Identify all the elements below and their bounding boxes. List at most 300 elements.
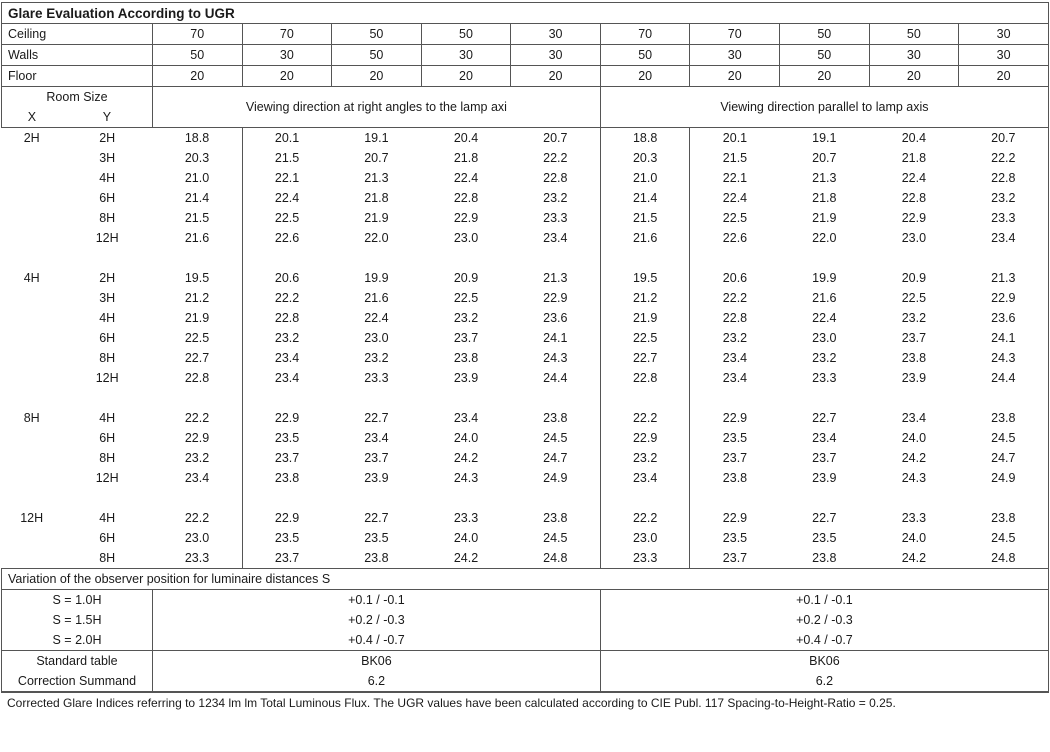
ugr-value: 23.4	[959, 228, 1049, 248]
ugr-value: 22.7	[600, 348, 690, 368]
ugr-value: 20.7	[959, 128, 1049, 149]
room-y-label: 4H	[62, 508, 153, 528]
ugr-value: 22.8	[600, 368, 690, 388]
ugr-value: 21.3	[959, 268, 1049, 288]
ugr-value: 23.2	[332, 348, 422, 368]
floor-value: 20	[780, 66, 870, 87]
room-x-label	[2, 368, 62, 388]
ugr-value: 22.6	[242, 228, 332, 248]
ugr-value: 19.9	[780, 268, 870, 288]
room-x-label	[2, 468, 62, 488]
ugr-value: 24.0	[869, 528, 959, 548]
ugr-value: 22.5	[152, 328, 242, 348]
ugr-value: 22.5	[600, 328, 690, 348]
ugr-value: 23.8	[959, 408, 1049, 428]
ugr-value: 20.9	[869, 268, 959, 288]
ugr-value: 24.3	[421, 468, 511, 488]
reflectance-row-walls	[2, 45, 1049, 66]
ceiling-value: 50	[332, 24, 422, 45]
ugr-value: 22.7	[152, 348, 242, 368]
ugr-value: 21.8	[869, 148, 959, 168]
ugr-value: 19.5	[600, 268, 690, 288]
ugr-value: 24.5	[511, 528, 601, 548]
ugr-value: 24.9	[959, 468, 1049, 488]
ugr-value: 24.8	[511, 548, 601, 569]
ugr-value: 23.5	[690, 528, 780, 548]
ugr-value: 21.4	[152, 188, 242, 208]
table-row	[2, 508, 1049, 528]
group-spacer	[2, 488, 1049, 508]
ugr-value: 22.4	[869, 168, 959, 188]
table-row	[2, 468, 1049, 488]
floor-value: 20	[421, 66, 511, 87]
ceiling-value: 50	[421, 24, 511, 45]
correction-summand-row	[2, 671, 1049, 692]
ugr-value: 24.1	[511, 328, 601, 348]
ceiling-value: 70	[242, 24, 332, 45]
ceiling-value: 70	[600, 24, 690, 45]
room-x-label	[2, 548, 62, 569]
ugr-value: 22.0	[332, 228, 422, 248]
ugr-value: 23.4	[690, 348, 780, 368]
ugr-value: 23.3	[421, 508, 511, 528]
correction-summand-perp-value: 6.2	[152, 671, 600, 692]
ugr-value: 23.8	[421, 348, 511, 368]
floor-value: 20	[242, 66, 332, 87]
ugr-value: 22.5	[690, 208, 780, 228]
ugr-value: 23.3	[511, 208, 601, 228]
room-y-label: 2H	[62, 128, 153, 149]
ugr-value: 24.2	[421, 448, 511, 468]
walls-value: 50	[332, 45, 422, 66]
ugr-value: 23.2	[690, 328, 780, 348]
ugr-value: 21.9	[780, 208, 870, 228]
ugr-value: 22.9	[242, 508, 332, 528]
ugr-value: 20.4	[869, 128, 959, 149]
room-size-header: Room Size	[2, 87, 153, 108]
ugr-report-page	[0, 2, 1050, 752]
ugr-value: 22.9	[152, 428, 242, 448]
standard-table-perp-value: BK06	[152, 651, 600, 672]
ugr-value: 21.6	[332, 288, 422, 308]
ugr-value: 23.2	[421, 308, 511, 328]
group-spacer	[2, 248, 1049, 268]
ugr-value: 22.8	[869, 188, 959, 208]
room-x-label: 12H	[2, 508, 62, 528]
ugr-value: 24.3	[959, 348, 1049, 368]
ugr-value: 23.8	[690, 468, 780, 488]
group-spacer	[2, 388, 1049, 408]
ugr-value: 22.9	[511, 288, 601, 308]
ugr-value: 24.5	[959, 428, 1049, 448]
room-size-y-header: Y	[62, 107, 153, 128]
ugr-value: 21.9	[332, 208, 422, 228]
floor-value: 20	[690, 66, 780, 87]
ugr-value: 24.9	[511, 468, 601, 488]
table-row	[2, 348, 1049, 368]
room-x-label	[2, 168, 62, 188]
ugr-value: 24.0	[421, 428, 511, 448]
ugr-value: 21.3	[511, 268, 601, 288]
ugr-value: 23.2	[152, 448, 242, 468]
ugr-value: 20.3	[152, 148, 242, 168]
walls-value: 30	[511, 45, 601, 66]
direction-header-perpendicular: Viewing direction at right angles to the lamp axi	[152, 87, 600, 128]
table-row	[2, 528, 1049, 548]
ugr-value: 22.8	[421, 188, 511, 208]
ugr-value: 23.7	[332, 448, 422, 468]
variation-perp-value: +0.4 / -0.7	[152, 630, 600, 651]
ugr-value: 22.2	[600, 508, 690, 528]
table-row	[2, 268, 1049, 288]
ugr-value: 18.8	[152, 128, 242, 149]
ugr-value: 22.6	[690, 228, 780, 248]
ugr-value: 22.1	[690, 168, 780, 188]
room-x-label	[2, 188, 62, 208]
ugr-value: 19.9	[332, 268, 422, 288]
ugr-value: 22.2	[959, 148, 1049, 168]
room-y-label: 2H	[62, 268, 153, 288]
table-row	[2, 408, 1049, 428]
ugr-value: 19.5	[152, 268, 242, 288]
standard-table-par-value: BK06	[600, 651, 1048, 672]
ugr-value: 21.8	[780, 188, 870, 208]
ugr-value: 21.3	[780, 168, 870, 188]
room-y-label: 8H	[62, 348, 153, 368]
ugr-value: 22.4	[690, 188, 780, 208]
ugr-value: 21.0	[600, 168, 690, 188]
floor-value: 20	[332, 66, 422, 87]
variation-row	[2, 610, 1049, 630]
ugr-value: 23.2	[780, 348, 870, 368]
variation-label: S = 1.5H	[2, 610, 153, 630]
ugr-value: 23.8	[332, 548, 422, 569]
ugr-value: 21.2	[600, 288, 690, 308]
ugr-value: 22.5	[421, 288, 511, 308]
ugr-value: 24.8	[959, 548, 1049, 569]
room-y-label: 4H	[62, 308, 153, 328]
room-y-label: 6H	[62, 328, 153, 348]
table-row	[2, 548, 1049, 569]
ugr-value: 23.9	[780, 468, 870, 488]
ugr-value: 20.7	[780, 148, 870, 168]
ugr-value: 23.8	[780, 548, 870, 569]
room-y-label: 6H	[62, 188, 153, 208]
ugr-value: 23.4	[242, 348, 332, 368]
ugr-value: 23.0	[332, 328, 422, 348]
ugr-value: 21.5	[600, 208, 690, 228]
ugr-value: 22.7	[780, 508, 870, 528]
ugr-value: 23.2	[242, 328, 332, 348]
variation-header: Variation of the observer position for luminaire distances S	[2, 569, 1049, 590]
ugr-value: 21.6	[152, 228, 242, 248]
ugr-value: 23.2	[959, 188, 1049, 208]
ugr-value: 22.9	[690, 408, 780, 428]
table-row	[2, 228, 1049, 248]
ugr-value: 21.6	[600, 228, 690, 248]
room-x-label	[2, 328, 62, 348]
ugr-value: 23.3	[152, 548, 242, 569]
room-x-label	[2, 228, 62, 248]
ugr-value: 23.9	[869, 368, 959, 388]
room-x-label	[2, 208, 62, 228]
ugr-value: 21.5	[690, 148, 780, 168]
floor-value: 20	[959, 66, 1049, 87]
ugr-value: 21.6	[780, 288, 870, 308]
ugr-value: 20.1	[690, 128, 780, 149]
room-x-label: 8H	[2, 408, 62, 428]
table-row	[2, 128, 1049, 149]
ugr-value: 21.9	[152, 308, 242, 328]
variation-par-value: +0.4 / -0.7	[600, 630, 1048, 651]
ugr-value: 22.7	[780, 408, 870, 428]
reflectance-label-floor: Floor	[2, 66, 153, 87]
walls-value: 30	[959, 45, 1049, 66]
room-y-label: 8H	[62, 448, 153, 468]
ugr-value: 22.7	[332, 408, 422, 428]
room-x-label	[2, 428, 62, 448]
ugr-value: 20.3	[600, 148, 690, 168]
ugr-value: 20.6	[690, 268, 780, 288]
ugr-value: 23.7	[242, 448, 332, 468]
room-y-label: 12H	[62, 228, 153, 248]
ugr-value: 23.8	[959, 508, 1049, 528]
ugr-value: 24.1	[959, 328, 1049, 348]
ugr-value: 22.2	[690, 288, 780, 308]
ugr-value: 22.4	[421, 168, 511, 188]
floor-value: 20	[152, 66, 242, 87]
room-y-label: 6H	[62, 528, 153, 548]
floor-value: 20	[511, 66, 601, 87]
room-x-label	[2, 308, 62, 328]
ugr-value: 22.2	[152, 408, 242, 428]
room-x-label	[2, 528, 62, 548]
ugr-value: 23.6	[511, 308, 601, 328]
correction-summand-par-value: 6.2	[600, 671, 1048, 692]
ugr-value: 21.0	[152, 168, 242, 188]
ceiling-value: 70	[690, 24, 780, 45]
ugr-value: 23.4	[242, 368, 332, 388]
ugr-value: 21.2	[152, 288, 242, 308]
ugr-value: 20.6	[242, 268, 332, 288]
ugr-value: 19.1	[332, 128, 422, 149]
ugr-value: 24.7	[959, 448, 1049, 468]
variation-row	[2, 630, 1049, 651]
ugr-value: 23.2	[511, 188, 601, 208]
room-y-label: 8H	[62, 208, 153, 228]
ugr-value: 23.4	[869, 408, 959, 428]
ceiling-value: 50	[869, 24, 959, 45]
walls-value: 30	[242, 45, 332, 66]
room-y-label: 6H	[62, 428, 153, 448]
ugr-table	[1, 2, 1049, 692]
variation-label: S = 1.0H	[2, 590, 153, 611]
ugr-value: 22.9	[959, 288, 1049, 308]
room-x-label	[2, 348, 62, 368]
room-y-label: 12H	[62, 368, 153, 388]
ugr-value: 23.5	[242, 528, 332, 548]
ugr-value: 21.8	[332, 188, 422, 208]
ugr-value: 22.9	[421, 208, 511, 228]
ugr-value: 24.4	[959, 368, 1049, 388]
correction-summand-label: Correction Summand	[2, 671, 153, 692]
table-row	[2, 188, 1049, 208]
room-y-label: 12H	[62, 468, 153, 488]
ugr-value: 23.7	[780, 448, 870, 468]
ugr-value: 23.4	[780, 428, 870, 448]
table-row	[2, 448, 1049, 468]
ugr-value: 22.4	[780, 308, 870, 328]
room-size-x-header: X	[2, 107, 62, 128]
table-row	[2, 168, 1049, 188]
variation-perp-value: +0.1 / -0.1	[152, 590, 600, 611]
ugr-value: 20.4	[421, 128, 511, 149]
title-row	[2, 3, 1049, 24]
variation-label: S = 2.0H	[2, 630, 153, 651]
ugr-value: 23.3	[869, 508, 959, 528]
ugr-value: 23.8	[511, 408, 601, 428]
ugr-value: 22.8	[959, 168, 1049, 188]
standard-table-row	[2, 651, 1049, 672]
ugr-value: 23.4	[690, 368, 780, 388]
ugr-value: 23.3	[780, 368, 870, 388]
ugr-value: 24.5	[959, 528, 1049, 548]
ugr-value: 24.0	[869, 428, 959, 448]
ugr-value: 23.5	[242, 428, 332, 448]
ugr-value: 22.1	[242, 168, 332, 188]
ugr-value: 24.2	[869, 548, 959, 569]
ugr-value: 22.4	[332, 308, 422, 328]
ugr-value: 23.2	[600, 448, 690, 468]
room-y-label: 3H	[62, 288, 153, 308]
ugr-value: 20.7	[332, 148, 422, 168]
reflectance-row-floor	[2, 66, 1049, 87]
ugr-value: 23.5	[332, 528, 422, 548]
walls-value: 30	[690, 45, 780, 66]
ugr-value: 24.7	[511, 448, 601, 468]
ugr-value: 22.4	[242, 188, 332, 208]
table-row	[2, 328, 1049, 348]
ugr-value: 22.7	[332, 508, 422, 528]
ugr-value: 22.2	[600, 408, 690, 428]
ugr-value: 20.9	[421, 268, 511, 288]
ugr-value: 23.5	[690, 428, 780, 448]
table-row	[2, 148, 1049, 168]
ugr-value: 23.5	[780, 528, 870, 548]
ugr-value: 22.9	[869, 208, 959, 228]
ugr-value: 18.8	[600, 128, 690, 149]
footer-note: Corrected Glare Indices referring to 1234 lm lm Total Luminous Flux. The UGR values have been calculated according to CIE Publ. 117 Spacing-to-Height-Ratio = 0.25.	[1, 692, 1049, 710]
ugr-value: 22.8	[511, 168, 601, 188]
ugr-value: 24.3	[869, 468, 959, 488]
ugr-value: 24.2	[421, 548, 511, 569]
ugr-value: 21.8	[421, 148, 511, 168]
ugr-value: 23.3	[959, 208, 1049, 228]
ceiling-value: 50	[780, 24, 870, 45]
ugr-value: 23.7	[869, 328, 959, 348]
reflectance-label-ceiling: Ceiling	[2, 24, 153, 45]
variation-row	[2, 590, 1049, 611]
ugr-value: 23.9	[332, 468, 422, 488]
ugr-value: 21.3	[332, 168, 422, 188]
ugr-value: 24.3	[511, 348, 601, 368]
room-x-label	[2, 448, 62, 468]
room-y-label: 3H	[62, 148, 153, 168]
ugr-value: 23.2	[869, 308, 959, 328]
ugr-value: 23.3	[600, 548, 690, 569]
ugr-value: 20.1	[242, 128, 332, 149]
ugr-value: 24.4	[511, 368, 601, 388]
ugr-value: 22.2	[242, 288, 332, 308]
ugr-value: 23.4	[332, 428, 422, 448]
ugr-value: 23.4	[421, 408, 511, 428]
variation-perp-value: +0.2 / -0.3	[152, 610, 600, 630]
reflectance-row-ceiling	[2, 24, 1049, 45]
walls-value: 30	[869, 45, 959, 66]
walls-value: 50	[152, 45, 242, 66]
ugr-value: 23.3	[332, 368, 422, 388]
ugr-value: 23.4	[511, 228, 601, 248]
ugr-value: 22.5	[242, 208, 332, 228]
ugr-value: 23.7	[421, 328, 511, 348]
reflectance-label-walls: Walls	[2, 45, 153, 66]
ceiling-value: 70	[152, 24, 242, 45]
table-row	[2, 308, 1049, 328]
ceiling-value: 30	[959, 24, 1049, 45]
ugr-value: 22.9	[600, 428, 690, 448]
room-x-label: 2H	[2, 128, 62, 149]
ugr-value: 23.7	[690, 448, 780, 468]
ugr-value: 21.5	[152, 208, 242, 228]
ugr-value: 22.5	[869, 288, 959, 308]
walls-value: 50	[780, 45, 870, 66]
direction-header-parallel: Viewing direction parallel to lamp axis	[600, 87, 1048, 128]
ugr-value: 24.2	[869, 448, 959, 468]
table-row	[2, 428, 1049, 448]
room-x-label	[2, 148, 62, 168]
ugr-value: 23.4	[600, 468, 690, 488]
ugr-value: 23.0	[421, 228, 511, 248]
ugr-value: 21.4	[600, 188, 690, 208]
variation-header-row	[2, 569, 1049, 590]
ugr-value: 21.9	[600, 308, 690, 328]
variation-par-value: +0.1 / -0.1	[600, 590, 1048, 611]
ugr-value: 24.0	[421, 528, 511, 548]
ugr-value: 22.2	[152, 508, 242, 528]
walls-value: 30	[421, 45, 511, 66]
ugr-value: 23.7	[690, 548, 780, 569]
room-y-label: 8H	[62, 548, 153, 569]
page-title: Glare Evaluation According to UGR	[2, 3, 1049, 24]
ugr-value: 22.9	[690, 508, 780, 528]
ugr-value: 23.8	[869, 348, 959, 368]
ugr-value: 23.9	[421, 368, 511, 388]
ugr-value: 23.4	[152, 468, 242, 488]
table-row	[2, 288, 1049, 308]
ugr-value: 23.8	[511, 508, 601, 528]
ugr-value: 23.7	[242, 548, 332, 569]
ugr-value: 21.5	[242, 148, 332, 168]
walls-value: 50	[600, 45, 690, 66]
variation-par-value: +0.2 / -0.3	[600, 610, 1048, 630]
table-row	[2, 368, 1049, 388]
standard-table-label: Standard table	[2, 651, 153, 672]
section-header-row	[2, 87, 1049, 108]
ugr-value: 23.0	[152, 528, 242, 548]
room-y-label: 4H	[62, 168, 153, 188]
room-y-label: 4H	[62, 408, 153, 428]
ugr-value: 23.8	[242, 468, 332, 488]
